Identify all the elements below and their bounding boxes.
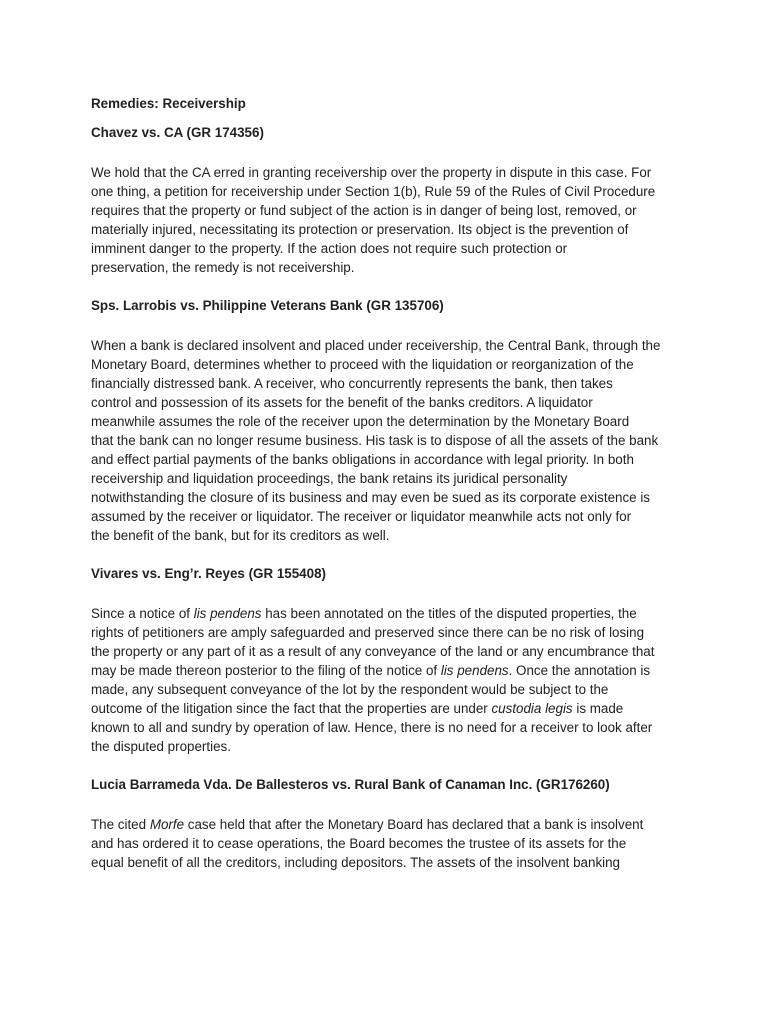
paragraph-line: one thing, a petition for receivership under Section 1(b), Rule 59 of the Rules of Civil Procedure bbox=[91, 184, 656, 199]
paragraph-line: may be made thereon posterior to the filing of the notice of lis pendens. Once the annotation is bbox=[91, 663, 651, 678]
document-body bbox=[91, 94, 691, 872]
case-heading-vivares: Vivares vs. Eng’r. Reyes (GR 155408) bbox=[91, 566, 326, 581]
paragraph-line: that the bank can no longer resume business. His task is to dispose of all the assets of the bank bbox=[91, 433, 659, 448]
paragraph-line: meanwhile assumes the role of the receiver upon the determination by the Monetary Board bbox=[91, 414, 630, 429]
paragraph-line: control and possession of its assets for the benefit of the banks creditors. A liquidator bbox=[91, 395, 593, 410]
italic-term: lis pendens bbox=[193, 606, 262, 621]
paragraph-line: notwithstanding the closure of its business and may even be sued as its corporate existence is bbox=[91, 490, 651, 505]
case-heading-chavez: Chavez vs. CA (GR 174356) bbox=[91, 125, 264, 140]
paragraph-line: and has ordered it to cease operations, the Board becomes the trustee of its assets for the bbox=[91, 836, 627, 851]
italic-term: Morfe bbox=[149, 817, 185, 832]
italic-term: lis pendens bbox=[440, 663, 509, 678]
paragraph-line: imminent danger to the property. If the action does not require such protection or bbox=[91, 241, 568, 256]
paragraph-line: assumed by the receiver or liquidator. The receiver or liquidator meanwhile acts not only for bbox=[91, 509, 632, 524]
case-heading-ballesteros: Lucia Barrameda Vda. De Ballesteros vs. Rural Bank of Canaman Inc. (GR176260) bbox=[91, 777, 610, 792]
case-paragraph-vivares bbox=[91, 604, 691, 756]
paragraph-line: financially distressed bank. A receiver, who concurrently represents the bank, then takes bbox=[91, 376, 613, 391]
paragraph-line: Monetary Board, determines whether to proceed with the liquidation or reorganization of the bbox=[91, 357, 634, 372]
italic-term: custodia legis bbox=[491, 701, 573, 716]
paragraph-line: rights of petitioners are amply safeguarded and preserved since there can be no risk of losing bbox=[91, 625, 645, 640]
case-paragraph-ballesteros bbox=[91, 815, 691, 872]
paragraph-line: We hold that the CA erred in granting receivership over the property in dispute in this case. For bbox=[91, 165, 652, 180]
paragraph-line: the property or any part of it as a result of any conveyance of the land or any encumbrance that bbox=[91, 644, 655, 659]
paragraph-line: made, any subsequent conveyance of the lot by the respondent would be subject to the bbox=[91, 682, 609, 697]
paragraph-line: the benefit of the bank, but for its creditors as well. bbox=[91, 528, 390, 543]
paragraph-line: The cited Morfe case held that after the Monetary Board has declared that a bank is insolvent bbox=[91, 817, 644, 832]
paragraph-line: materially injured, necessitating its protection or preservation. Its object is the prevention of bbox=[91, 222, 629, 237]
case-paragraph-larrobis bbox=[91, 336, 691, 545]
paragraph-line: equal benefit of all the creditors, including depositors. The assets of the insolvent banking bbox=[91, 855, 621, 870]
case-heading-larrobis: Sps. Larrobis vs. Philippine Veterans Bank (GR 135706) bbox=[91, 298, 444, 313]
paragraph-line: When a bank is declared insolvent and placed under receivership, the Central Bank, through the bbox=[91, 338, 661, 353]
paragraph-line: known to all and sundry by operation of law. Hence, there is no need for a receiver to look after bbox=[91, 720, 653, 735]
paragraph-line: receivership and liquidation proceedings, the bank retains its juridical personality bbox=[91, 471, 568, 486]
paragraph-line: outcome of the litigation since the fact that the properties are under custodia legis is made bbox=[91, 701, 624, 716]
paragraph-line: the disputed properties. bbox=[91, 739, 231, 754]
paragraph-line: requires that the property or fund subject of the action is in danger of being lost, removed, or bbox=[91, 203, 637, 218]
paragraph-line: preservation, the remedy is not receivership. bbox=[91, 260, 355, 275]
document-title: Remedies: Receivership bbox=[91, 96, 246, 111]
paragraph-line: and effect partial payments of the banks obligations in accordance with legal priority. In both bbox=[91, 452, 634, 467]
case-paragraph-chavez bbox=[91, 163, 691, 277]
paragraph-line: Since a notice of lis pendens has been annotated on the titles of the disputed properties, the bbox=[91, 606, 637, 621]
